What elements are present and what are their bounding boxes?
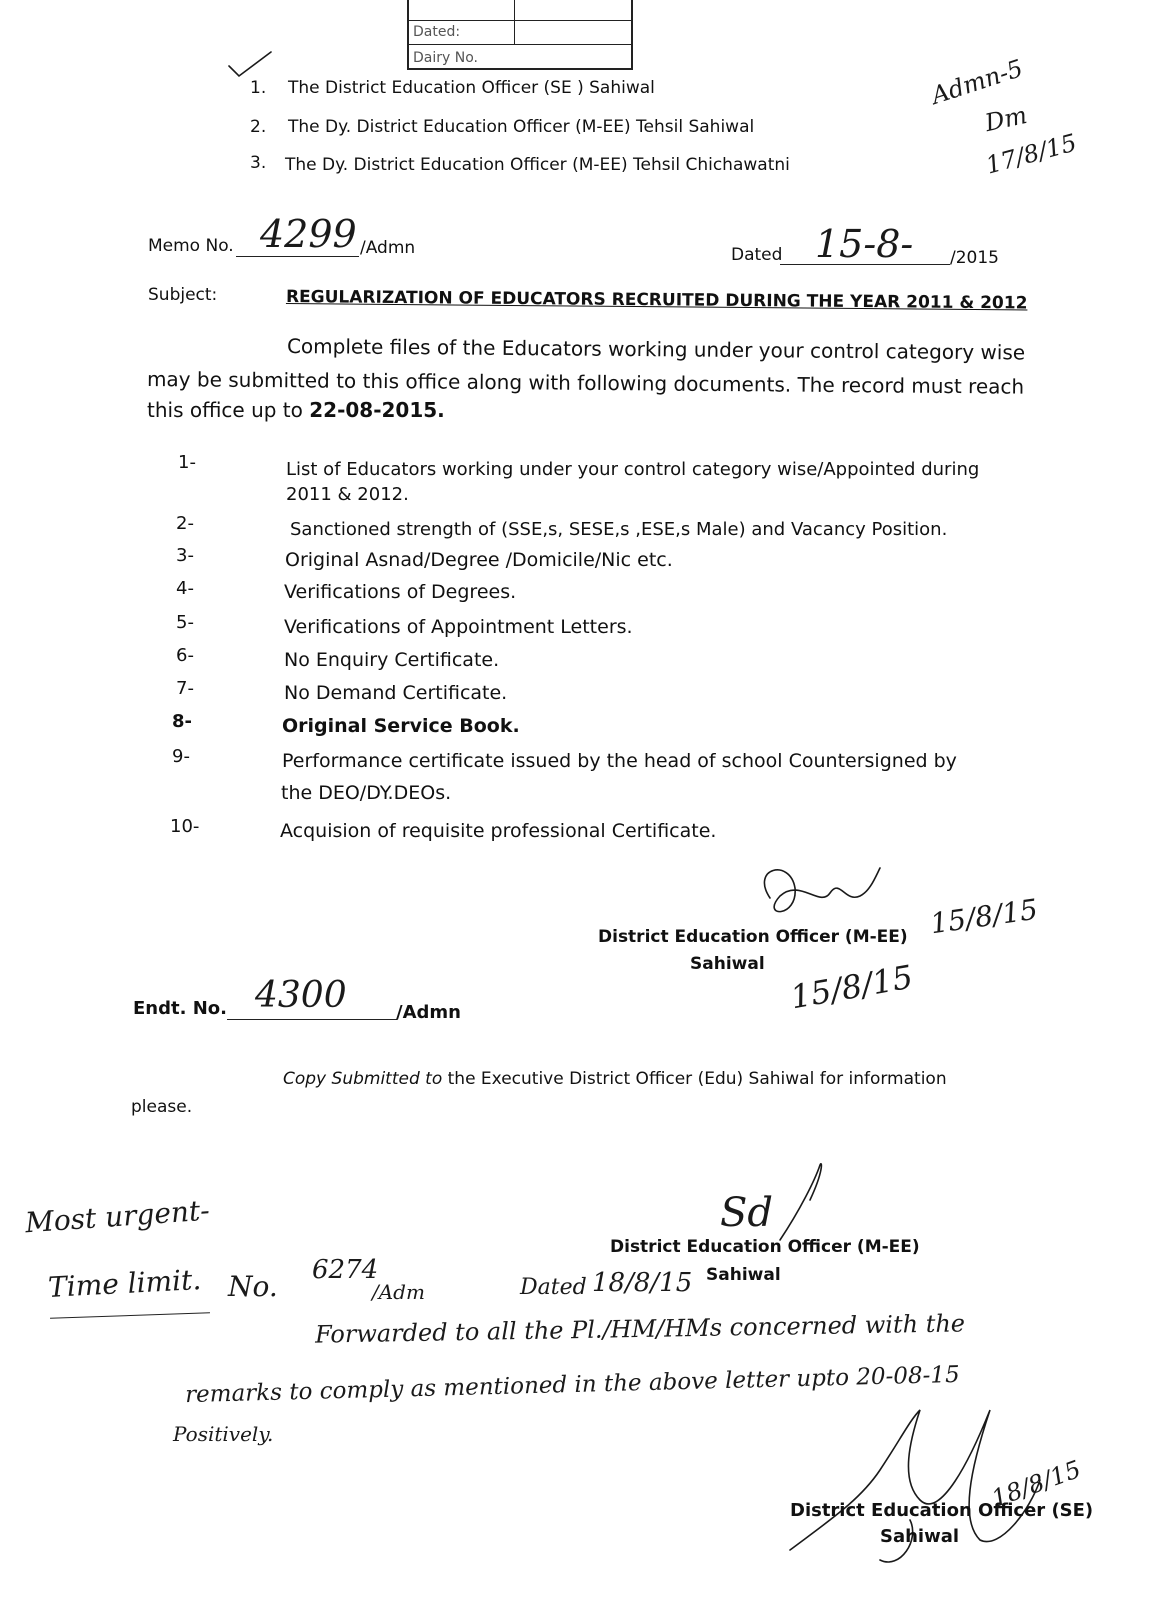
handwritten-note-line: Forwarded to all the Pl./HM/HMs concerned with the [314, 1309, 966, 1349]
recipient-number: 3. [250, 153, 267, 173]
handwritten-time-limit: Time limit. [47, 1263, 202, 1304]
margin-note-line: Admn-5 [927, 54, 1027, 110]
signature2-sd: Sd [720, 1190, 774, 1236]
copy-italic: Copy Submitted to [283, 1069, 443, 1089]
endorsement-underline [227, 1019, 397, 1020]
signature3-title: District Education Officer (SE) [790, 1500, 1094, 1521]
signature-scribble-icon [750, 858, 890, 928]
recipient-number: 1. [250, 78, 267, 98]
margin-note-line: Dm [982, 100, 1030, 138]
handwritten-dated-value: 18/8/15 [592, 1268, 693, 1298]
list-item: Verifications of Degrees. [284, 581, 517, 603]
memo-underline [236, 256, 359, 257]
list-number: 5- [176, 612, 194, 633]
copy-line2: please. [131, 1097, 193, 1117]
stamp-divider [514, 0, 515, 44]
recipient-text: The Dy. District Education Officer (M-EE) Tehsil Chichawatni [285, 155, 790, 175]
list-number: 8- [172, 711, 192, 732]
handwritten-no-value: 6274 [312, 1255, 379, 1285]
receipt-stamp [407, 0, 633, 70]
signature2-title: District Education Officer (M-EE) [610, 1237, 920, 1257]
recipient-text: The Dy. District Education Officer (M-EE) Tehsil Sahiwal [288, 117, 755, 137]
signature3-date: 18/8/15 [988, 1455, 1085, 1513]
handwritten-no-label: No. [228, 1270, 278, 1303]
signature1-place: Sahiwal [690, 954, 765, 974]
recipient-number: 2. [250, 117, 267, 137]
list-item: No Enquiry Certificate. [284, 649, 500, 671]
list-item: Sanctioned strength of (SSE,s, SESE,s ,ESE,s Male) and Vacancy Position. [290, 519, 948, 540]
signature1-title: District Education Officer (M-EE) [598, 927, 908, 947]
recipient-text: The District Education Officer (SE ) Sahiwal [288, 78, 655, 98]
handwritten-note-line: Positively. [173, 1422, 274, 1446]
list-item: Original Asnad/Degree /Domicile/Nic etc. [285, 549, 673, 571]
stamp-row-line [409, 44, 631, 45]
subject-text: REGULARIZATION OF EDUCATORS RECRUITED DURING THE YEAR 2011 & 2012 [285, 287, 1028, 314]
list-number: 9- [172, 746, 190, 767]
copy-line [283, 1069, 947, 1089]
time-limit-underline [50, 1312, 210, 1319]
stamp-date-label: Dated: [413, 24, 461, 40]
endorsement-suffix: /Admn [396, 1002, 461, 1023]
signature2-place: Sahiwal [706, 1265, 781, 1285]
deadline-date: 22-08-2015. [309, 398, 445, 422]
list-item-continuation: 2011 & 2012. [286, 484, 409, 505]
list-number: 7- [176, 678, 194, 699]
handwritten-note-line: remarks to comply as mentioned in the above letter upto 20-08-15 [184, 1361, 960, 1409]
dated-label: Dated [731, 245, 783, 265]
endorsement-number: 4300 [255, 975, 347, 1016]
body-line [147, 398, 445, 422]
signature1-date: 15/8/15 [928, 892, 1040, 941]
subject-label: Subject: [148, 285, 218, 305]
memo-label: Memo No. [148, 236, 234, 256]
signature1-date: 15/8/15 [787, 957, 916, 1017]
list-item-continuation: the DEO/DY.DEOs. [281, 782, 452, 804]
stamp-row-line [409, 20, 631, 21]
list-number: 1- [178, 452, 196, 473]
body-line: Complete files of the Educators working under your control category wise [286, 334, 1026, 365]
handwritten-urgent: Most urgent- [24, 1193, 211, 1240]
list-item: No Demand Certificate. [284, 682, 508, 704]
memo-number: 4299 [260, 212, 357, 256]
list-item: Verifications of Appointment Letters. [284, 616, 633, 638]
dated-value: 15-8- [815, 222, 914, 266]
copy-rest: the Executive District Officer (Edu) Sahiwal for information [442, 1069, 947, 1089]
list-item: Performance certificate issued by the head of school Countersigned by [282, 750, 957, 772]
handwritten-dated-label: Dated [520, 1275, 587, 1300]
list-number: 10- [170, 816, 200, 837]
margin-note-line: 17/8/15 [982, 128, 1080, 180]
list-number: 2- [176, 513, 194, 534]
body-line: may be submitted to this office along with following documents. The record must reach [146, 367, 1025, 399]
signature3-place: Sahiwal [880, 1526, 960, 1547]
list-number: 4- [176, 578, 194, 599]
endorsement-label: Endt. No. [133, 998, 227, 1019]
list-item: Acquision of requisite professional Certificate. [280, 820, 717, 842]
handwritten-no-suffix: /Adm [372, 1280, 425, 1304]
stamp-diary-label: Dairy No. [413, 50, 478, 66]
list-item: Original Service Book. [282, 715, 520, 737]
memo-suffix: /Admn [360, 238, 416, 258]
list-number: 3- [176, 545, 194, 566]
list-item: List of Educators working under your control category wise/Appointed during [286, 459, 980, 480]
dated-suffix: /2015 [950, 248, 999, 268]
body-line-prefix: this office up to [147, 398, 310, 422]
list-number: 6- [176, 645, 194, 666]
